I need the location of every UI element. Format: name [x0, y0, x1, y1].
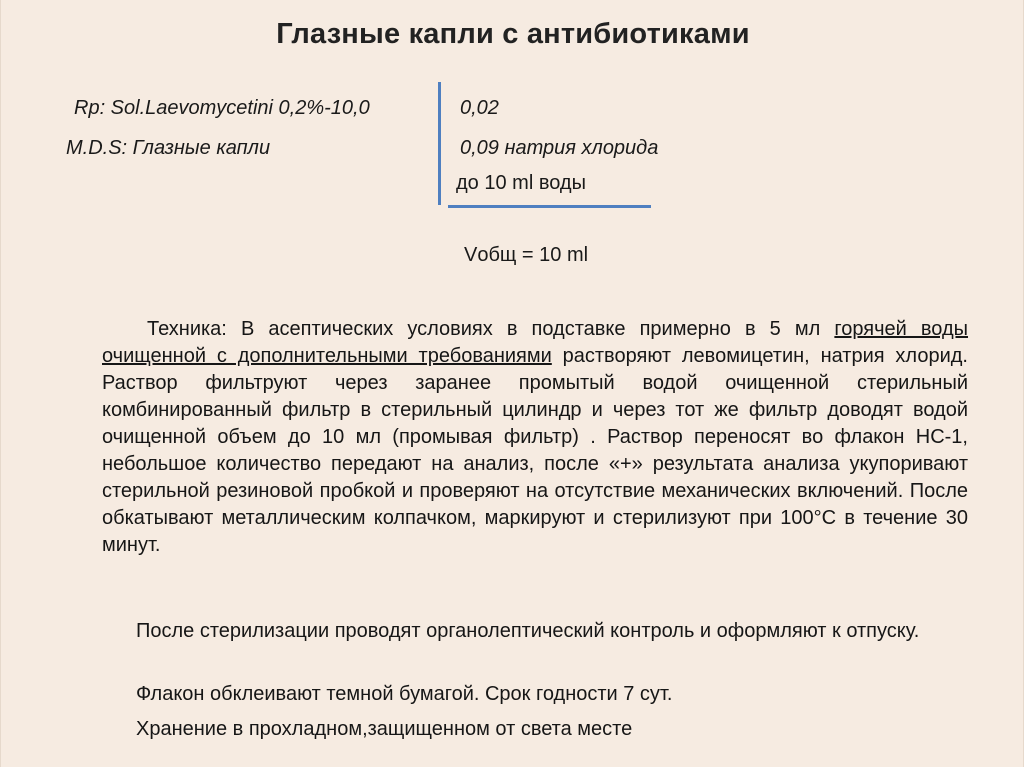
sterilization-text: После стерилизации проводят органолептический контроль и оформляют к отпуску.: [136, 620, 920, 642]
technique-start: Техника: В асептических условиях в подставке примерно в 5 мл: [147, 318, 821, 340]
slide-title: Глазные капли с антибиотиками: [276, 18, 750, 50]
recipe-amount-3: до 10 ml воды: [456, 172, 586, 194]
technique-rest: растворяют левомицетин, натрия хлорид. Раствор фильтруют через заранее промытый водой очищенной стерильный комбинированный фильтр в стерильный цилиндр и через тот же фильтр доводят водой очищенной объем до 10 мл (промывая фильтр) . Раствор переносят во флакон НС-1, небольшое количество передают на анализ, после «+» результата анализа укупоривают стерильной резиновой пробкой и проверяют на отсутствие механических включений. После обкатывают металлическим колпачком, маркируют и стерилизуют при 100°С в течение 30 минут.: [102, 345, 968, 556]
total-volume: Vобщ = 10 ml: [464, 244, 589, 266]
recipe-rp-line: Rp: Sol.Laevomycetini 0,2%-10,0: [74, 97, 370, 119]
storage-conditions-line: Хранение в прохладном,защищенном от света месте: [136, 718, 633, 740]
recipe-amount-2: 0,09 натрия хлорида: [460, 137, 659, 159]
sterilization-paragraph: [102, 618, 968, 645]
recipe-amount-1: 0,02: [460, 97, 499, 119]
recipe-horizontal-divider: [448, 205, 651, 208]
recipe-mds-line: M.D.S: Глазные капли: [66, 137, 271, 159]
storage-packaging-line: Флакон обклеивают темной бумагой. Срок годности 7 сут.: [136, 683, 673, 705]
technique-underlined-text: горячей воды очищенной с дополнительными требованиями: [102, 318, 969, 367]
recipe-vertical-divider: [438, 82, 441, 205]
technique-paragraph: [102, 316, 968, 559]
